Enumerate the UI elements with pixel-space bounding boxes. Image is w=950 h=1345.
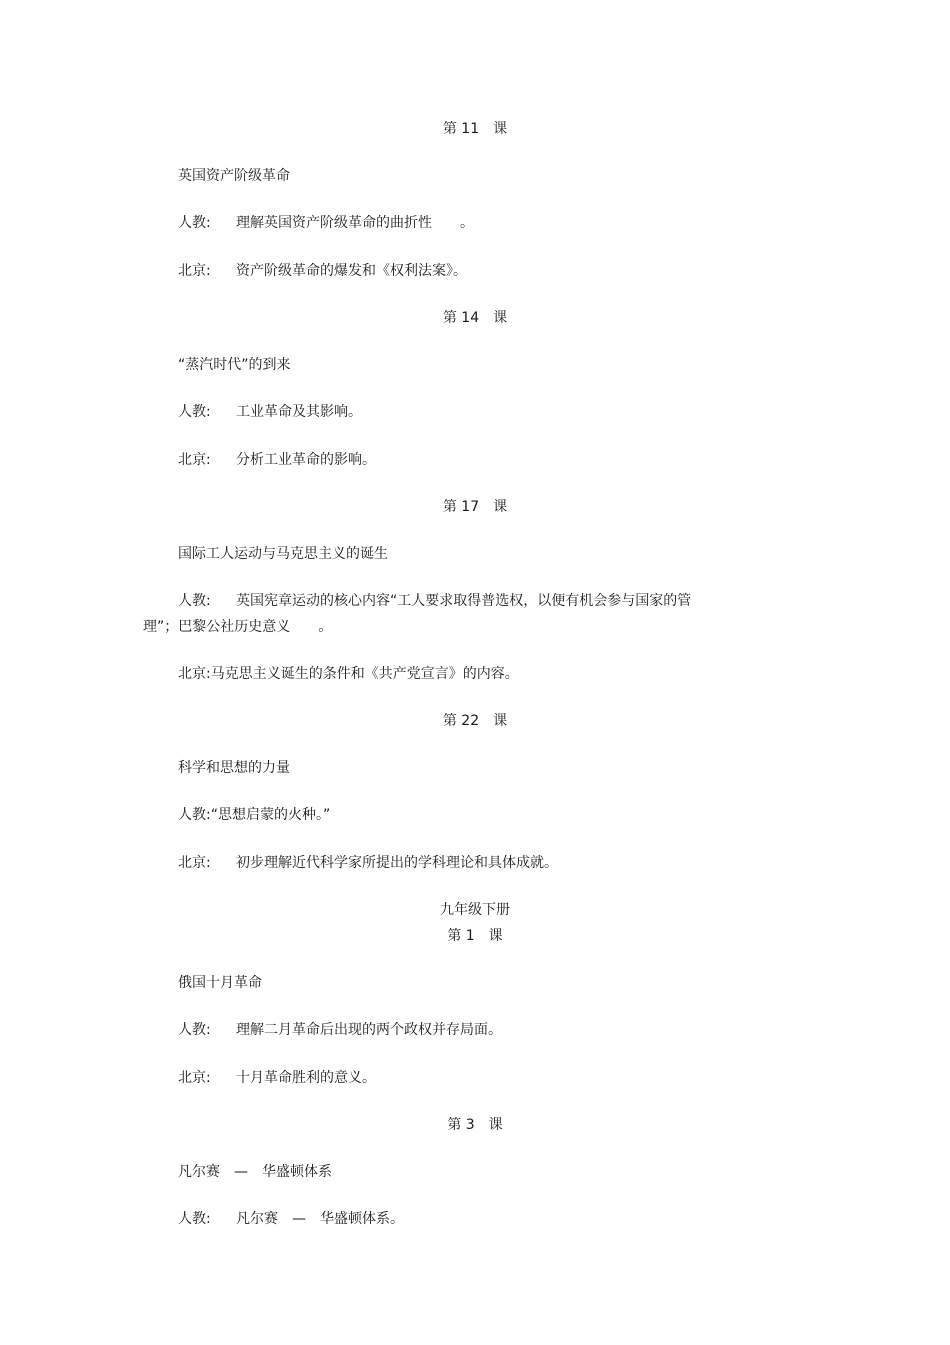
lesson-heading: 第 17 课 xyxy=(442,499,508,515)
lesson-heading: 第 22 课 xyxy=(442,713,508,729)
lesson-title: 国际工人运动与马克思主义的诞生 xyxy=(178,546,388,562)
lesson-title: 俄国十月革命 xyxy=(178,975,262,991)
renjiao-text: 凡尔赛 — 华盛顿体系。 xyxy=(236,1211,404,1227)
beijing-label: 北京: xyxy=(178,1070,211,1086)
renjiao-text: 英国宪章运动的核心内容“工人要求取得普选权，以便有机会参与国家的管 xyxy=(236,593,692,609)
lesson-title: 科学和思想的力量 xyxy=(178,760,290,776)
beijing-line xyxy=(178,664,519,684)
beijing-line xyxy=(178,1068,376,1088)
renjiao-continuation: 理”；巴黎公社历史意义 。 xyxy=(143,619,333,635)
beijing-text: 十月革命胜利的意义。 xyxy=(236,1070,376,1086)
renjiao-line xyxy=(178,1020,502,1040)
beijing-line xyxy=(178,450,376,470)
renjiao-text: 工业革命及其影响。 xyxy=(236,404,362,420)
volume-heading: 九年级下册 xyxy=(440,902,510,918)
beijing-line xyxy=(178,853,558,873)
renjiao-text: 理解二月革命后出现的两个政权并存局面。 xyxy=(236,1022,502,1038)
renjiao-label: 人教: xyxy=(178,593,211,609)
renjiao-line xyxy=(178,805,330,825)
lesson-heading: 第 3 课 xyxy=(447,1117,503,1133)
beijing-label: 北京: xyxy=(178,452,211,468)
beijing-text: 分析工业革命的影响。 xyxy=(236,452,376,468)
renjiao-label: 人教: xyxy=(178,215,211,231)
renjiao-line xyxy=(178,213,474,233)
lesson-heading: 第 1 课 xyxy=(447,928,503,944)
renjiao-text: “思想启蒙的火种。” xyxy=(210,807,331,823)
beijing-text: 马克思主义诞生的条件和《共产党宣言》的内容。 xyxy=(210,666,519,682)
lesson-title: “蒸汽时代”的到来 xyxy=(178,357,291,373)
beijing-text: 初步理解近代科学家所提出的学科理论和具体成就。 xyxy=(236,855,558,871)
lesson-title: 凡尔赛 — 华盛顿体系 xyxy=(178,1164,332,1180)
renjiao-text: 理解英国资产阶级革命的曲折性 。 xyxy=(236,215,474,231)
renjiao-line xyxy=(178,1209,404,1229)
renjiao-label: 人教: xyxy=(178,404,211,420)
beijing-label: 北京: xyxy=(178,263,211,279)
beijing-label: 北京: xyxy=(178,666,211,682)
renjiao-label: 人教: xyxy=(178,807,211,823)
beijing-label: 北京: xyxy=(178,855,211,871)
lesson-heading: 第 14 课 xyxy=(442,310,508,326)
renjiao-label: 人教: xyxy=(178,1211,211,1227)
renjiao-line xyxy=(178,402,362,422)
lesson-heading: 第 11 课 xyxy=(442,121,508,137)
beijing-text: 资产阶级革命的爆发和《权利法案》。 xyxy=(236,263,467,279)
renjiao-line xyxy=(178,591,691,611)
lesson-title: 英国资产阶级革命 xyxy=(178,168,290,184)
beijing-line xyxy=(178,261,467,281)
renjiao-label: 人教: xyxy=(178,1022,211,1038)
